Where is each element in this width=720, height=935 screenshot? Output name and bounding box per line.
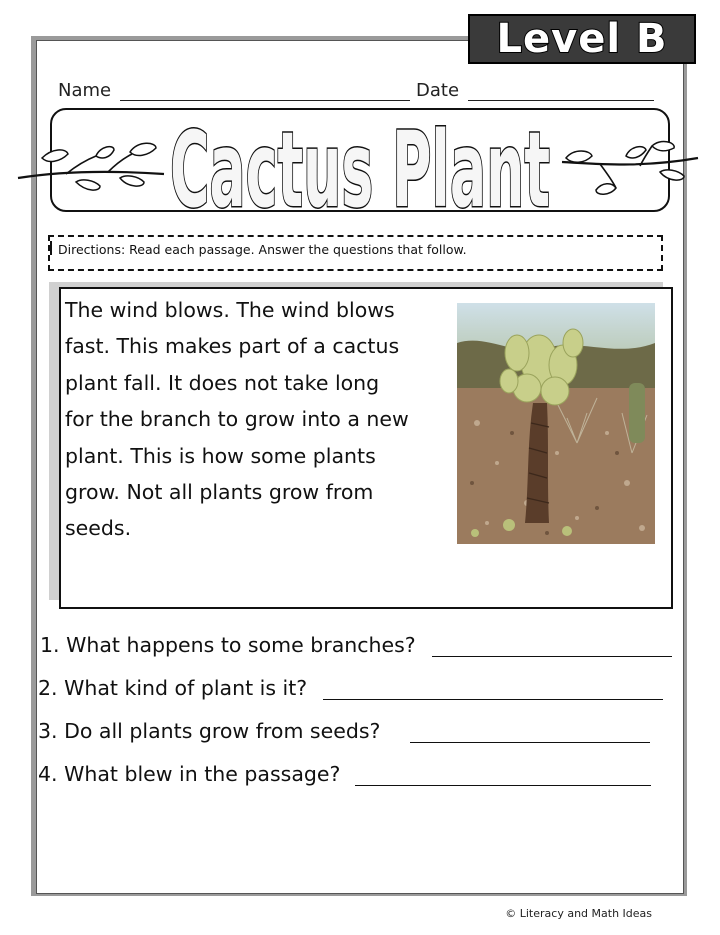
question-2: 2. What kind of plant is it? [38, 676, 308, 700]
directions-text: Directions: Read each passage. Answer the questions that follow. [58, 242, 467, 257]
answer-line-4[interactable] [355, 785, 651, 786]
question-1: 1. What happens to some branches? [40, 633, 416, 657]
level-badge [468, 14, 696, 64]
cactus-photo [457, 303, 655, 544]
title-text: Cactus Plant [170, 109, 550, 218]
passage-text [65, 292, 450, 547]
passage-line: plant fall. It does not take long [65, 370, 380, 395]
answer-line-2[interactable] [323, 699, 663, 700]
level-label: Level B [496, 16, 668, 62]
passage-line: for the branch to grow into a new [65, 407, 409, 432]
date-label: Date [416, 80, 460, 101]
question-3: 3. Do all plants grow from seeds? [38, 719, 381, 743]
directions-marker [50, 241, 52, 255]
passage-line: fast. This makes part of a cactus [65, 334, 400, 359]
worksheet-title [160, 108, 560, 218]
directions-box [48, 235, 663, 271]
date-field-line[interactable] [468, 100, 654, 101]
passage-line: The wind blows. The wind blows [65, 298, 395, 322]
question-4: 4. What blew in the passage? [38, 762, 341, 786]
passage-line: seeds. [65, 516, 132, 541]
name-field-line[interactable] [120, 100, 410, 101]
answer-line-1[interactable] [432, 656, 672, 657]
name-label: Name [58, 80, 112, 101]
right-branch-icon [560, 138, 700, 198]
left-branch-icon [16, 138, 166, 198]
answer-line-3[interactable] [410, 742, 650, 743]
copyright-credit: © Literacy and Math Ideas [505, 907, 652, 920]
passage-line: grow. Not all plants grow from [65, 480, 374, 505]
passage-line: plant. This is how some plants [65, 443, 376, 468]
